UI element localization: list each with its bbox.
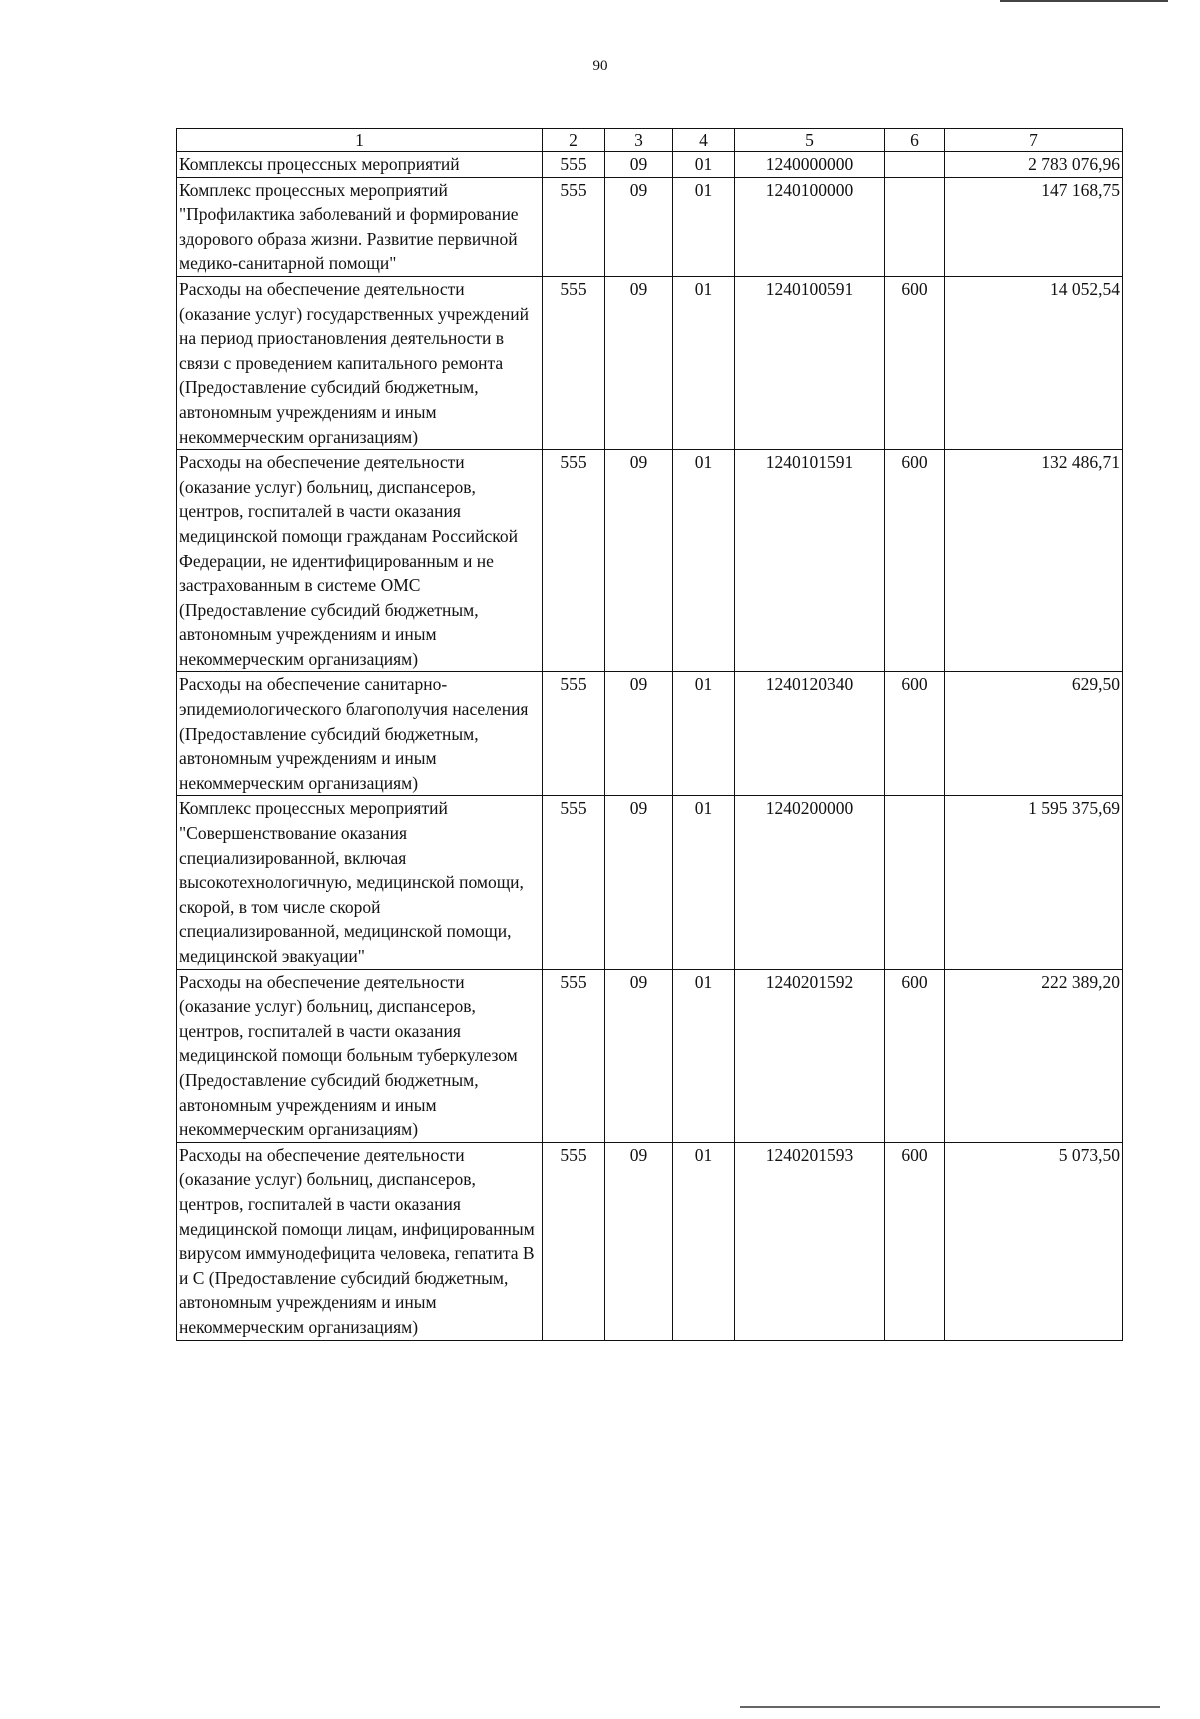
row-col2-cell: 555 (543, 152, 605, 178)
row-col4-cell: 01 (673, 672, 735, 796)
row-col5-cell: 1240201593 (735, 1142, 885, 1340)
row-col2-cell: 555 (543, 450, 605, 672)
scan-edge-line (740, 1706, 1160, 1708)
row-amount-cell: 2 783 076,96 (945, 152, 1123, 178)
table-row (177, 672, 1123, 796)
row-col3-cell: 09 (605, 969, 673, 1142)
row-amount-cell: 222 389,20 (945, 969, 1123, 1142)
row-col2-cell: 555 (543, 796, 605, 969)
header-cell: 5 (735, 129, 885, 152)
row-col6-cell: 600 (885, 1142, 945, 1340)
row-col3-cell: 09 (605, 1142, 673, 1340)
row-col4-cell: 01 (673, 177, 735, 276)
row-col5-cell: 1240120340 (735, 672, 885, 796)
row-col2-cell: 555 (543, 672, 605, 796)
table-row (177, 969, 1123, 1142)
row-col6-cell (885, 796, 945, 969)
row-col6-cell (885, 177, 945, 276)
header-cell: 7 (945, 129, 1123, 152)
row-col4-cell: 01 (673, 969, 735, 1142)
row-col3-cell: 09 (605, 796, 673, 969)
table-row (177, 177, 1123, 276)
row-name-cell: Расходы на обеспечение деятельности (оказание услуг) больниц, диспансеров, центров, госпиталей в части оказания медицинской помощи гражданам Российской Федерации, не идентифицированным и не застрахованным в системе ОМС (Предоставление субсидий бюджетным, автономным учреждениям и иным некоммерческим организациям) (177, 450, 543, 672)
row-col3-cell: 09 (605, 450, 673, 672)
header-cell: 4 (673, 129, 735, 152)
page-number: 90 (592, 58, 608, 74)
row-name-cell: Расходы на обеспечение санитарно-эпидемиологического благополучия населения (Предоставление субсидий бюджетным, автономным учреждениям и иным некоммерческим организациям) (177, 672, 543, 796)
row-col6-cell: 600 (885, 969, 945, 1142)
budget-table (176, 128, 1123, 1341)
row-col2-cell: 555 (543, 1142, 605, 1340)
row-col4-cell: 01 (673, 796, 735, 969)
row-col6-cell: 600 (885, 450, 945, 672)
row-amount-cell: 1 595 375,69 (945, 796, 1123, 969)
row-name-cell: Комплексы процессных мероприятий (177, 152, 543, 178)
row-col4-cell: 01 (673, 450, 735, 672)
table-row (177, 276, 1123, 449)
row-col3-cell: 09 (605, 672, 673, 796)
header-cell: 2 (543, 129, 605, 152)
row-amount-cell: 147 168,75 (945, 177, 1123, 276)
header-cell: 1 (177, 129, 543, 152)
row-col3-cell: 09 (605, 177, 673, 276)
row-col2-cell: 555 (543, 177, 605, 276)
row-amount-cell: 5 073,50 (945, 1142, 1123, 1340)
row-col4-cell: 01 (673, 1142, 735, 1340)
row-col6-cell: 600 (885, 276, 945, 449)
row-name-cell: Расходы на обеспечение деятельности (оказание услуг) больниц, диспансеров, центров, госпиталей в части оказания медицинской помощи больным туберкулезом (Предоставление субсидий бюджетным, автономным учреждениям и иным некоммерческим организациям) (177, 969, 543, 1142)
row-col4-cell: 01 (673, 152, 735, 178)
table-row (177, 1142, 1123, 1340)
row-col5-cell: 1240100591 (735, 276, 885, 449)
row-col3-cell: 09 (605, 276, 673, 449)
row-col5-cell: 1240200000 (735, 796, 885, 969)
row-col6-cell (885, 152, 945, 178)
row-name-cell: Комплекс процессных мероприятий "Профилактика заболеваний и формирование здорового образа жизни. Развитие первичной медико-санитарной помощи" (177, 177, 543, 276)
header-cell: 6 (885, 129, 945, 152)
row-col4-cell: 01 (673, 276, 735, 449)
row-col5-cell: 1240201592 (735, 969, 885, 1142)
row-col5-cell: 1240101591 (735, 450, 885, 672)
row-name-cell: Комплекс процессных мероприятий "Совершенствование оказания специализированной, включая высокотехнологичную, медицинской помощи, скорой, в том числе скорой специализированной, медицинской помощи, медицинской эвакуации" (177, 796, 543, 969)
row-col3-cell: 09 (605, 152, 673, 178)
row-amount-cell: 629,50 (945, 672, 1123, 796)
row-col6-cell: 600 (885, 672, 945, 796)
table-row (177, 152, 1123, 178)
scan-edge-line (1000, 0, 1168, 2)
row-col5-cell: 1240100000 (735, 177, 885, 276)
table-row (177, 450, 1123, 672)
table-row (177, 796, 1123, 969)
row-amount-cell: 132 486,71 (945, 450, 1123, 672)
table-header-row (177, 129, 1123, 152)
row-name-cell: Расходы на обеспечение деятельности (оказание услуг) государственных учреждений на период приостановления деятельности в связи с проведением капитального ремонта (Предоставление субсидий бюджетным, автономным учреждениям и иным некоммерческим организациям) (177, 276, 543, 449)
header-cell: 3 (605, 129, 673, 152)
row-col2-cell: 555 (543, 276, 605, 449)
row-name-cell: Расходы на обеспечение деятельности (оказание услуг) больниц, диспансеров, центров, госпиталей в части оказания медицинской помощи лицам, инфицированным вирусом иммунодефицита человека, гепатита В и С (Предоставление субсидий бюджетным, автономным учреждениям и иным некоммерческим организациям) (177, 1142, 543, 1340)
row-col5-cell: 1240000000 (735, 152, 885, 178)
row-col2-cell: 555 (543, 969, 605, 1142)
row-amount-cell: 14 052,54 (945, 276, 1123, 449)
